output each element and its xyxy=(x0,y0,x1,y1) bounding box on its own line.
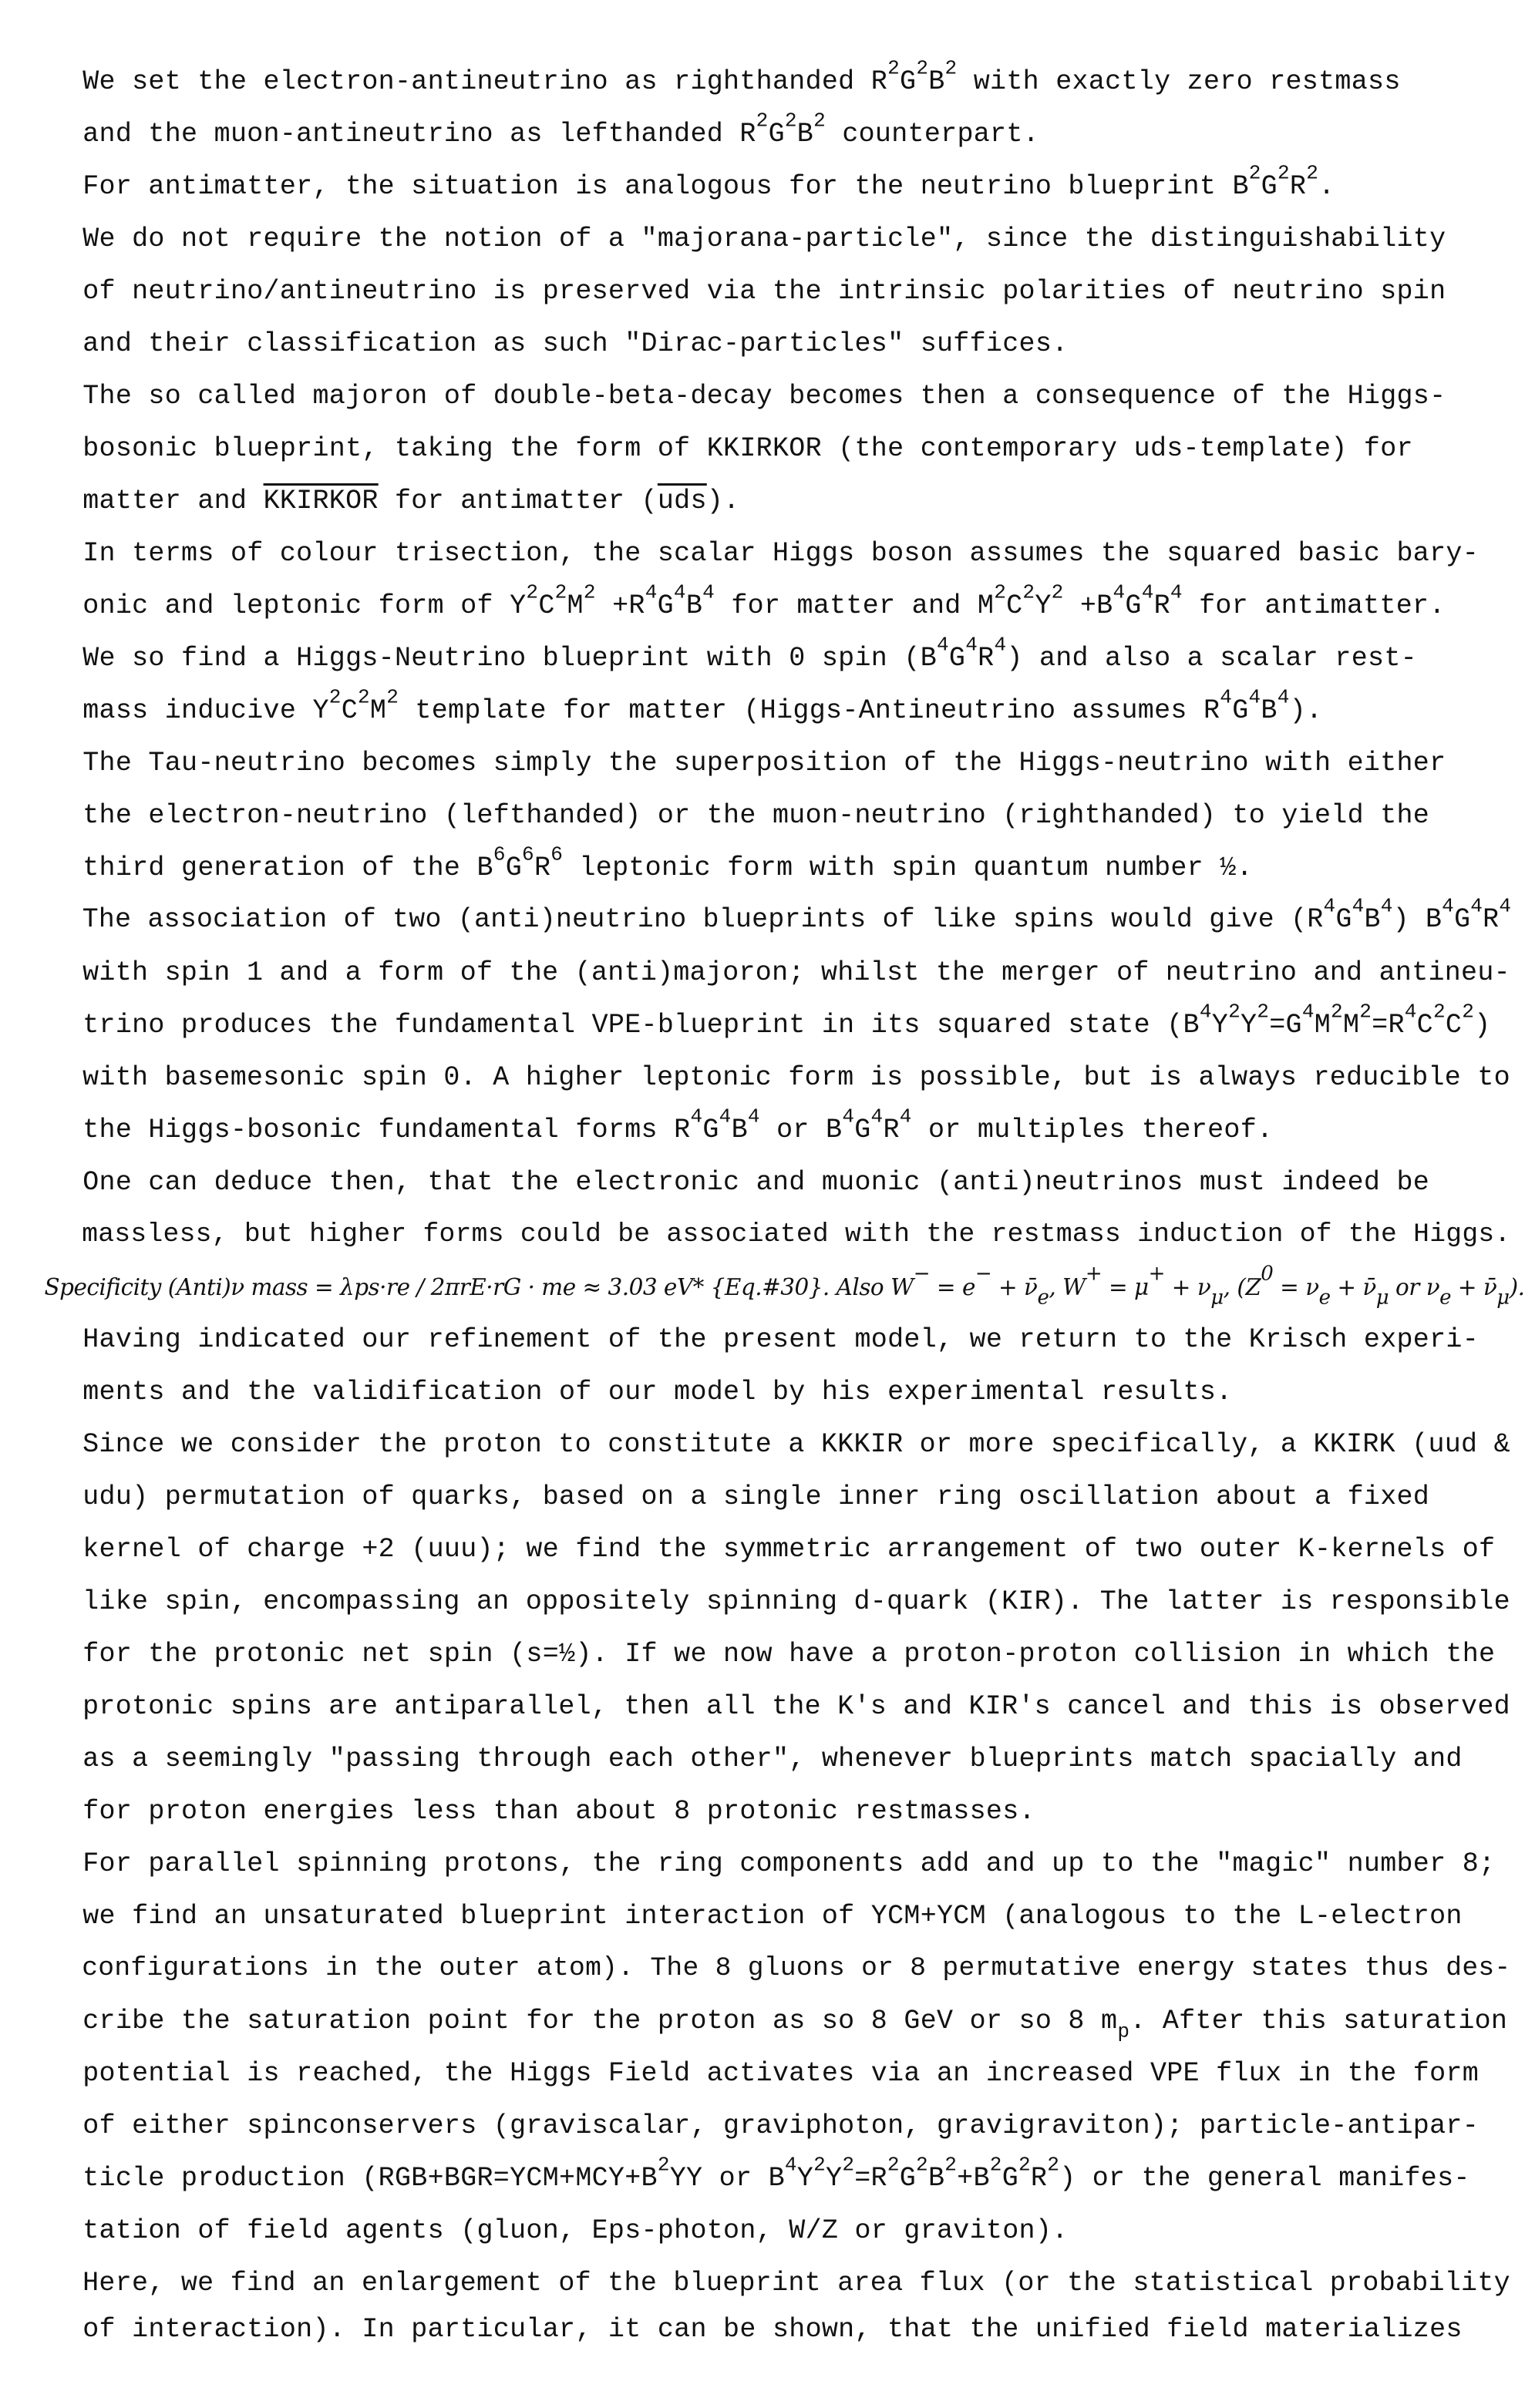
text-line: we find an unsaturated blueprint interaction of YCM+YCM (analogous to the L-electron xyxy=(82,1901,1463,1932)
text-line: onic and leptonic form of $Y^2C^2M^2 +R^4G^4B^4$ for matter and $M^2C^2Y^2 +B^4G^4R^4$ for antimatter. xyxy=(82,580,1446,621)
text-line: matter and KKIRKOR for antimatter $(\overline{uds})$. xyxy=(82,486,740,516)
text-line: for proton energies less than about 8 protonic restmasses. xyxy=(82,1796,1035,1827)
text-line: udu) permutation of quarks, based on a single inner ring oscillation about a fixed xyxy=(82,1481,1430,1512)
text-line: third generation of the $B^6G^6R^6$ leptonic form with spin quantum number ½. xyxy=(82,842,1253,883)
text-line: protonic spins are antiparallel, then all the K's and KIR's cancel and this is observed xyxy=(82,1691,1510,1722)
text-line: bosonic blueprint, taking the form of KKIRKOR (the contemporary uds-template) for xyxy=(82,433,1413,464)
text-line: configurations in the outer atom). The 8 gluons or 8 permutative energy states thus des- xyxy=(82,1953,1511,1983)
text-line: kernel of charge +2 (uuu); we find the symmetric arrangement of two outer K-kernels of xyxy=(82,1534,1496,1565)
text-line: We set the electron-antineutrino as righthanded $R^2G^2B^2$ with exactly zero restmass xyxy=(82,56,1401,97)
text-line: The Tau-neutrino becomes simply the superposition of the Higgs-neutrino with either xyxy=(82,748,1446,779)
text-line: the Higgs-bosonic fundamental forms $R^4G^4B^4$ or $B^4G^4R^4$ or multiples thereof. xyxy=(82,1105,1274,1145)
text-line: of interaction). In particular, it can be shown, that the unified field materializes xyxy=(82,2314,1463,2345)
text-line: One can deduce then, that the electronic and muonic (anti)neutrinos must indeed be xyxy=(82,1167,1430,1198)
text-line: The association of two (anti)neutrino blueprints of like spins would give $(R^4G^4B^4)$ $B^4G^4R^4$ xyxy=(82,894,1512,935)
text-line: Here, we find an enlargement of the blueprint area flux (or the statistical probability xyxy=(82,2268,1510,2299)
text-line: of either spinconservers (graviscalar, graviphoton, gravigraviton); particle-antipar- xyxy=(82,2110,1480,2141)
text-line: for the protonic net spin (s=½). If we now have a proton-proton collision in which the xyxy=(82,1639,1496,1670)
text-line: of neutrino/antineutrino is preserved via the intrinsic polarities of neutrino spin xyxy=(82,276,1446,307)
text-line: like spin, encompassing an oppositely spinning d-quark (KIR). The latter is responsible xyxy=(82,1586,1510,1617)
text-line: The so called majoron of double-beta-decay becomes then a consequence of the Higgs- xyxy=(82,381,1446,412)
text-line: ments and the validification of our model by his experimental results. xyxy=(82,1377,1233,1407)
text-line: and the muon-antineutrino as lefthanded $R^2G^2B^2$ counterpart. xyxy=(82,109,1039,150)
text-line: the electron-neutrino (lefthanded) or the muon-neutrino (righthanded) to yield the xyxy=(82,800,1430,831)
text-line: Having indicated our refinement of the present model, we return to the Krisch experi- xyxy=(82,1324,1480,1355)
text-line: mass inducive $Y^2C^2M^2$ template for matter (Higgs-Antineutrino assumes $R^4G^4B^4$). xyxy=(82,685,1323,726)
text-line: cribe the saturation point for the proton as so 8 GeV or so 8 $m_p$. After this saturation xyxy=(82,2006,1508,2043)
text-line: We so find a Higgs-Neutrino blueprint with 0 spin $(B^4G^4R^4)$ and also a scalar rest- xyxy=(82,633,1417,674)
text-line: In terms of colour trisection, the scalar Higgs boson assumes the squared basic bary- xyxy=(82,538,1480,569)
text-line: We do not require the notion of a "majorana-particle", since the distinguishability xyxy=(82,224,1446,254)
text-line: tation of field agents (gluon, Eps-photon, W/Z or graviton). xyxy=(82,2215,1069,2246)
text-line: as a seemingly "passing through each other", whenever blueprints match spacially and xyxy=(82,1744,1463,1774)
text-line: For antimatter, the situation is analogous for the neutrino blueprint $B^2G^2R^2$. xyxy=(82,161,1335,202)
text-line: with basemesonic spin 0. A higher leptonic form is possible, but is always reducible to xyxy=(82,1062,1510,1093)
text-line: massless, but higher forms could be associated with the restmass induction of the Higgs. xyxy=(82,1219,1511,1249)
text-line: with spin 1 and a form of the (anti)majoron; whilst the merger of neutrino and antineu- xyxy=(82,957,1510,988)
text-line: trino produces the fundamental VPE-blueprint in its squared state $(B^4Y^2Y^2=G^4M^2M^2=R^4C^2C^2)$ xyxy=(82,1000,1491,1041)
text-line: Since we consider the proton to constitute a KKKIR or more specifically, a KKIRK (uud & xyxy=(82,1429,1510,1460)
handwritten-annotation: Specificity (Anti)ν mass = λps·re / 2πrE·rG · me ≈ 3.03 eV* {Eq.#30}. Also $W^- = e^- + \nū_e$, $W^+ = \mu^+ + \nu_\mu$, ($Z^0 = \nu_e$ + $\nū_\mu$ or $\nu_e$ + $\nū_\mu$). xyxy=(44,1262,1525,1310)
text-line: ticle production ($RGB+BGR=YCM+MCY+B^2YY$ or $B^4Y^2Y^2=R^2G^2B^2+B^2G^2R^2$) or the general manifes- xyxy=(82,2153,1470,2194)
text-line: and their classification as such "Dirac-particles" suffices. xyxy=(82,328,1069,359)
text-line: For parallel spinning protons, the ring components add and up to the "magic" number 8; xyxy=(82,1848,1496,1879)
text-line: potential is reached, the Higgs Field activates via an increased VPE flux in the form xyxy=(82,2058,1480,2089)
